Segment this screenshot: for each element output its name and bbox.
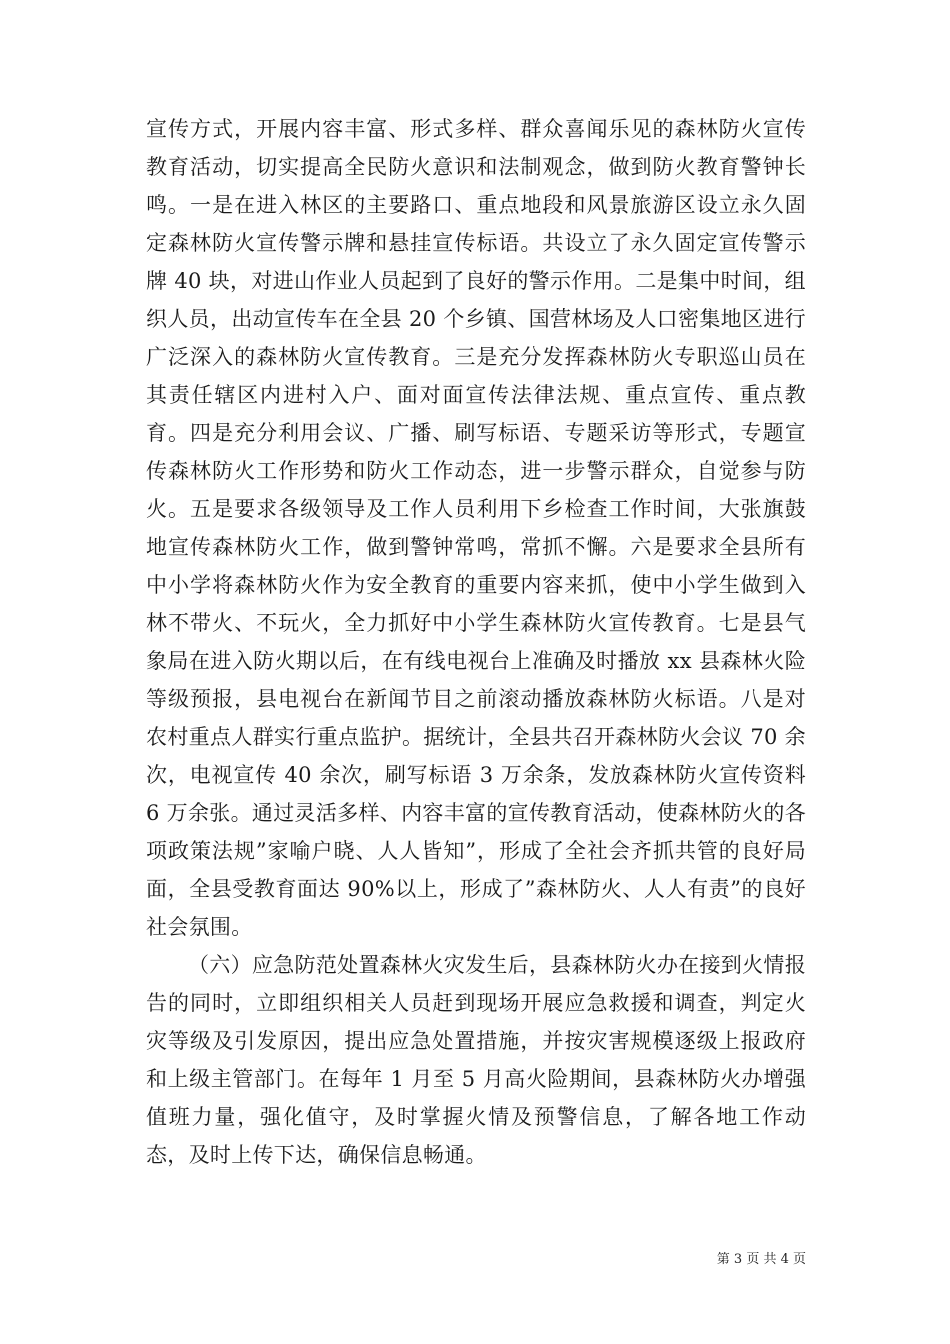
paragraph-emergency-response: （六）应急防范处置森林火灾发生后，县森林防火办在接到火情报告的同时，立即组织相关人员赶到现场开展应急救援和调查，判定火灾等级及引发原因，提出应急处置措施，并按灾害规模逐级上报政府和上级主管部门。在每年 1 月至 5 月高火险期间，县森林防火办增强值班力量，强化值守，及时掌握火情及预警信息，了解各地工作动态，及时上传下达，确保信息畅通。 <box>146 953 806 1167</box>
page-number-footer: 第 3 页 共 4 页 <box>716 1252 806 1267</box>
document-body <box>146 110 806 1174</box>
paragraph-publicity: 宣传方式，开展内容丰富、形式多样、群众喜闻乐见的森林防火宣传教育活动，切实提高全民防火意识和法制观念，做到防火教育警钟长鸣。一是在进入林区的主要路口、重点地段和风景旅游区设立永久固定森林防火宣传警示牌和悬挂宣传标语。共设立了永久固定宣传警示牌 40 块，对进山作业人员起到了良好的警示作用。二是集中时间，组织人员，出动宣传车在全县 20 个乡镇、国营林场及人口密集地区进行广泛深入的森林防火宣传教育。三是充分发挥森林防火专职巡山员在其责任辖区内进村入户、面对面宣传法律法规、重点宣传、重点教育。四是充分利用会议、广播、刷写标语、专题采访等形式，专题宣传森林防火工作形势和防火工作动态，进一步警示群众，自觉参与防火。五是要求各级领导及工作人员利用下乡检查工作时间，大张旗鼓地宣传森林防火工作，做到警钟常鸣，常抓不懈。六是要求全县所有中小学将森林防火作为安全教育的重要内容来抓，使中小学生做到入林不带火、不玩火，全力抓好中小学生森林防火宣传教育。七是县气象局在进入防火期以后，在有线电视台上准确及时播放 xx 县森林火险等级预报，县电视台在新闻节目之前滚动播放森林防火标语。八是对农村重点人群实行重点监护。据统计，全县共召开森林防火会议 70 余次，电视宣传 40 余次，刷写标语 3 万余条，发放森林防火宣传资料 6 万余张。通过灵活多样、内容丰富的宣传教育活动，使森林防火的各项政策法规”家喻户晓、人人皆知”，形成了全社会齐抓共管的良好局面，全县受教育面达 90%以上，形成了”森林防火、人人有责”的良好社会氛围。 <box>146 117 806 939</box>
